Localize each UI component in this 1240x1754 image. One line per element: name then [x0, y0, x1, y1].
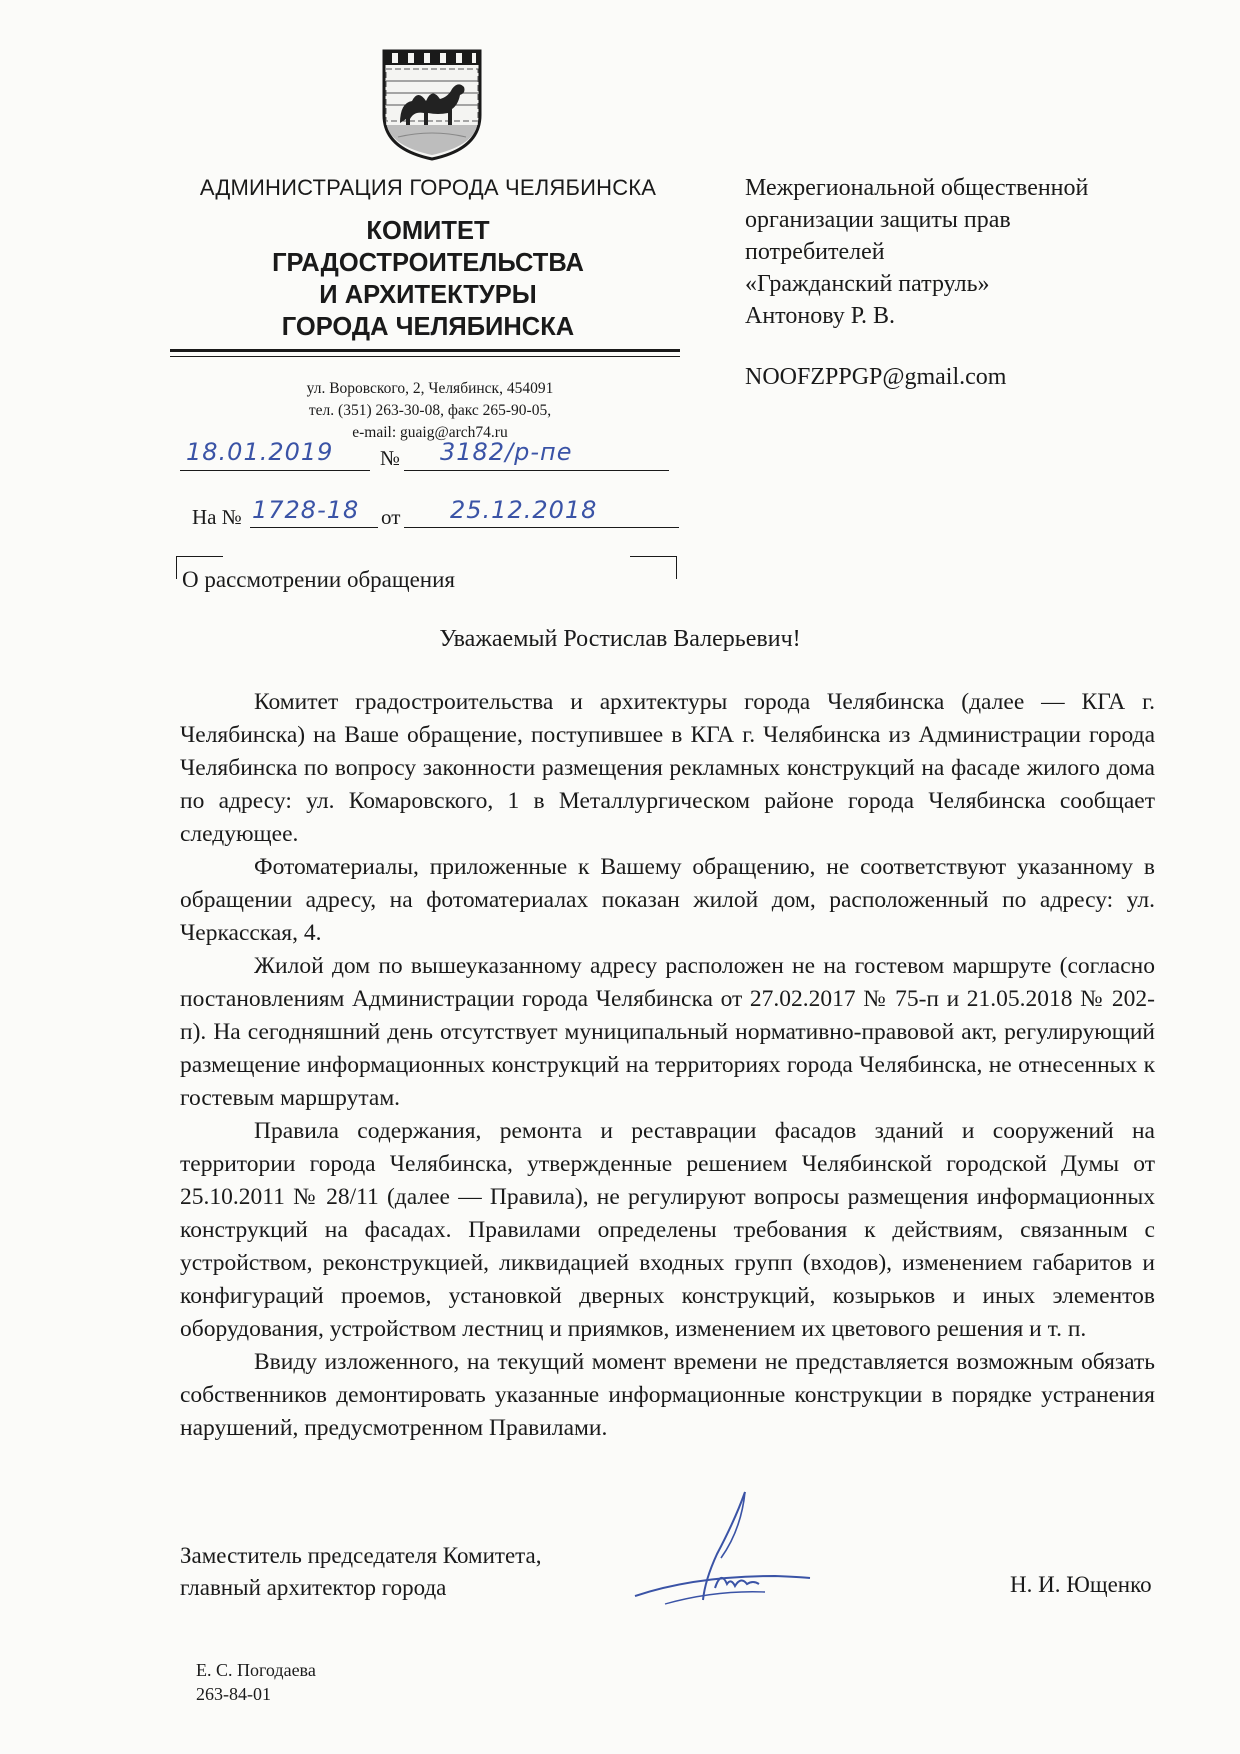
addressee-line: Антонову Р. В.: [745, 303, 896, 329]
letter-subject: О рассмотрении обращения: [182, 567, 455, 592]
addressee-line: «Гражданский патруль»: [745, 271, 990, 297]
number-underline: [404, 470, 669, 471]
letter-body: [180, 686, 1155, 1445]
salutation: Уважаемый Ростислав Валерьевич!: [439, 626, 801, 652]
executor-name: Е. С. Погодаева: [196, 1660, 316, 1680]
addressee-line: потребителей: [745, 239, 885, 265]
committee-line: ГРАДОСТРОИТЕЛЬСТВА: [272, 249, 584, 277]
body-paragraph: Правила содержания, ремонта и реставрации фасадов зданий и сооружений на территории города Челябинска, утвержденные решением Челябинской городской Думы от 25.10.2011 № 28/11 (далее — Правила), не регулируют вопросы размещения информационных конструкций на фасадах. Правилами определены требования к действиям, связанным с устройством, реконструкцией, ликвидацией входных групп (входов), изменением габаритов и конфигураций проемов, установкой дверных конструкций, козырьков и иных элементов оборудования, устройством лестниц и приямков, изменением их цветового решения и т. п.: [180, 1118, 1155, 1342]
signatory-title-line: главный архитектор города: [180, 1575, 447, 1600]
date-underline: [180, 470, 370, 471]
reference-underline: [250, 527, 378, 528]
handwritten-signature-icon: [625, 1480, 815, 1620]
addressee-email: NOOFZPPGP@gmail.com: [745, 364, 1007, 390]
letterhead-divider-thin: [170, 356, 680, 357]
executor-phone: 263-84-01: [196, 1684, 271, 1704]
reference-date-underline: [404, 527, 679, 528]
addressee-line: Межрегиональной общественной: [745, 175, 1089, 201]
addressee-line: организации защиты прав: [745, 207, 1011, 233]
body-paragraph: Комитет градостроительства и архитектуры города Челябинска (далее — КГА г. Челябинска) на Ваше обращение, поступившее в КГА г. Челябинска из Администрации города Челябинска по вопросу законности размещения рекламных конструкций на фасаде жилого дома по адресу: ул. Комаровского, 1 в Металлургическом районе города Челябинска сообщает следующее.: [180, 689, 1155, 847]
letterhead-email: e-mail: guaig@arch74.ru: [352, 424, 508, 441]
committee-name: [168, 215, 688, 343]
signatory-name: Н. И. Ющенко: [1010, 1572, 1152, 1597]
reference-label: На №: [192, 505, 242, 529]
executor-info: [196, 1658, 316, 1706]
letterhead-phone: тел. (351) 263-30-08, факс 265-90-05,: [308, 402, 552, 419]
chelyabinsk-coat-of-arms-icon: [378, 45, 486, 163]
letterhead-address: ул. Воровского, 2, Челябинск, 454091: [306, 380, 554, 397]
letterhead-contacts: [230, 378, 630, 444]
reference-number: 1728-18: [252, 496, 360, 524]
committee-line: ГОРОДА ЧЕЛЯБИНСКА: [281, 313, 575, 341]
administration-name: АДМИНИСТРАЦИЯ ГОРОДА ЧЕЛЯБИНСКА: [199, 175, 657, 200]
body-paragraph: Фотоматериалы, приложенные к Вашему обращению, не соответствуют указанному в обращении адресу, на фотоматериалах показан жилой дом, расположенный по адресу: ул. Черкасская, 4.: [180, 854, 1155, 946]
committee-line: КОМИТЕТ: [366, 217, 490, 245]
committee-line: И АРХИТЕКТУРЫ: [319, 281, 537, 309]
subject-bracket-right: [630, 556, 677, 579]
from-label: от: [381, 505, 401, 529]
signatory-title-line: Заместитель председателя Комитета,: [180, 1543, 542, 1568]
outgoing-number: 3182/р-пе: [440, 438, 573, 466]
body-paragraph: Ввиду изложенного, на текущий момент времени не представляется возможным обязать собственников демонтировать указанные информационные конструкции в порядке устранения нарушений, предусмотренном Правилами.: [180, 1349, 1155, 1441]
outgoing-date: 18.01.2019: [186, 438, 334, 466]
signatory-title: [180, 1540, 541, 1604]
addressee-block: [745, 172, 1088, 332]
letterhead-divider: [170, 349, 680, 352]
number-label: №: [380, 446, 401, 470]
body-paragraph: Жилой дом по вышеуказанному адресу расположен не на гостевом маршруте (согласно постановлениям Администрации города Челябинска от 27.02.2017 № 75-п и 21.05.2018 № 202-п). На сегодняшний день отсутствует муниципальный нормативно-правовой акт, регулирующий размещение информационных конструкций на территориях города Челябинска, не отнесенных к гостевым маршрутам.: [180, 953, 1155, 1111]
reference-date: 25.12.2018: [450, 496, 598, 524]
